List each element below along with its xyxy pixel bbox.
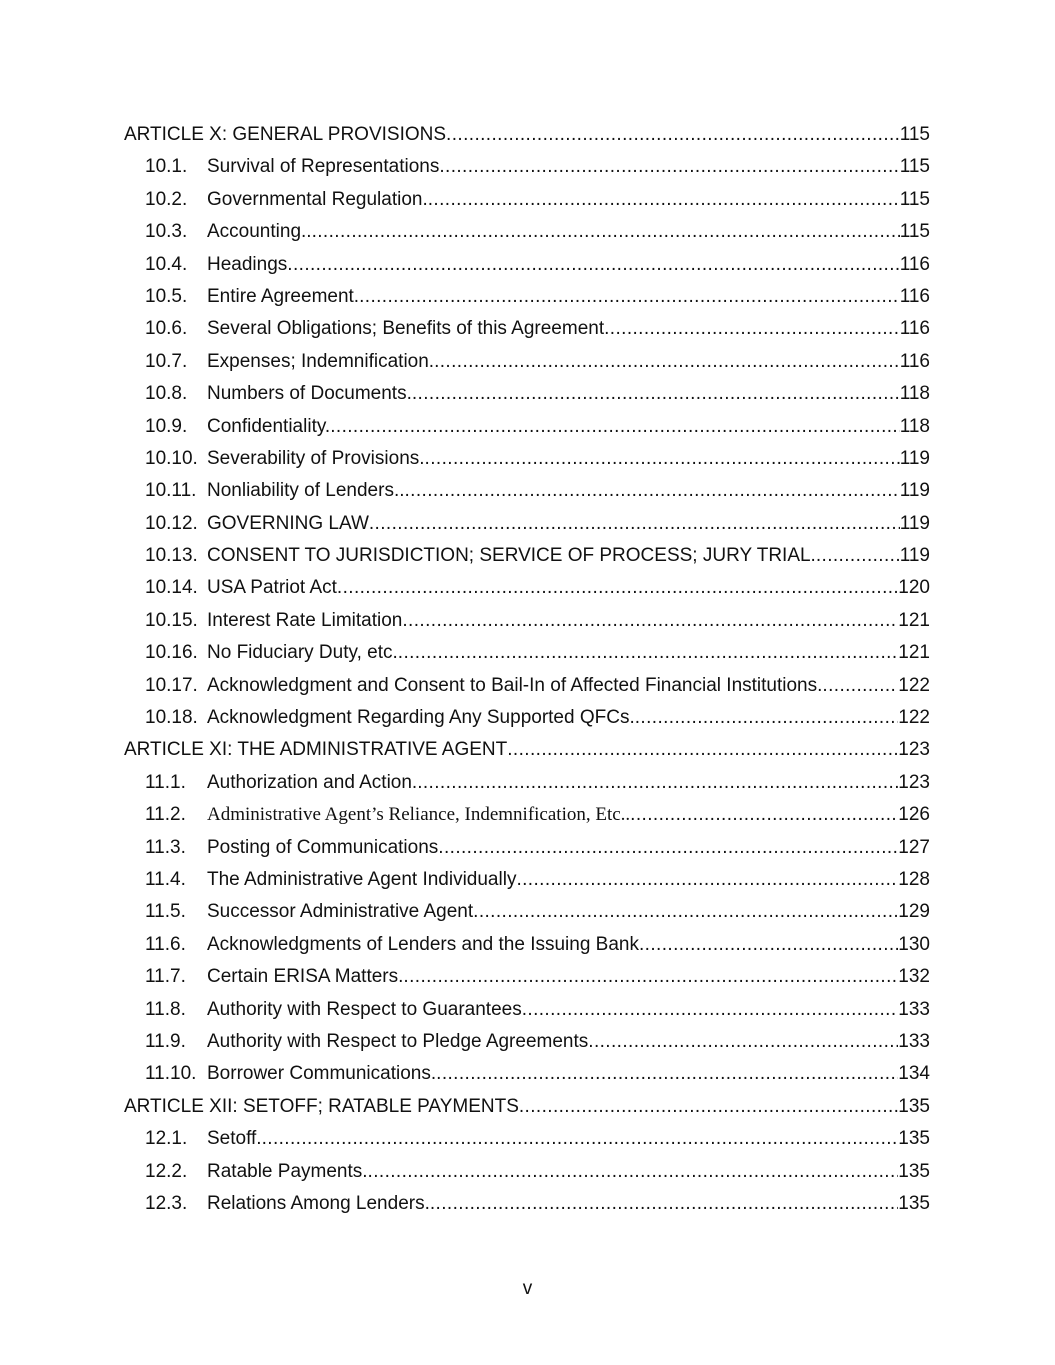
page-number: 126: [898, 804, 930, 826]
toc-entry-line: [145, 1026, 930, 1058]
dot-leader: [417, 767, 898, 799]
section-title: Nonliability of Lenders..: [207, 480, 405, 502]
dot-leader: [369, 508, 900, 540]
toc-entry-line: [145, 1123, 930, 1155]
section-title: Headings: [207, 253, 288, 275]
page-number: 119: [899, 545, 930, 567]
dot-leader: [438, 832, 898, 864]
table-of-contents: [0, 119, 1055, 1220]
toc-entry[interactable]: [0, 572, 1055, 604]
dot-leader: [516, 864, 898, 896]
toc-entry[interactable]: [0, 702, 1055, 734]
section-number: 10.16.: [145, 642, 198, 664]
toc-entry[interactable]: [0, 767, 1055, 799]
section-title: Entire Agreement.: [207, 285, 360, 307]
page-number: 121: [898, 609, 930, 631]
section-number: 10.3.: [145, 221, 188, 243]
section-number: 10.2.: [145, 188, 188, 210]
section-title: CONSENT TO JURISDICTION; SERVICE OF PROCESS; JURY TRIAL.: [207, 545, 816, 567]
section-title: Severability of Provisions.: [207, 447, 425, 469]
section-number: 11.3.: [145, 836, 186, 858]
dot-leader: [436, 1058, 898, 1090]
dot-leader: [430, 1188, 898, 1220]
toc-entry-line: [145, 864, 930, 896]
toc-entry-line: [145, 411, 930, 443]
page-number: 123: [898, 739, 930, 761]
dot-leader: [405, 475, 900, 507]
toc-entry-line: [145, 216, 930, 248]
toc-entry[interactable]: [0, 799, 1055, 831]
section-number: 10.5.: [145, 285, 188, 307]
section-title: Authority with Respect to Pledge Agreements: [207, 1030, 589, 1052]
toc-entry-line: [145, 151, 930, 183]
dot-leader: [630, 799, 898, 831]
page-number: 123: [898, 771, 930, 793]
section-title: Numbers of Documents.: [207, 383, 412, 405]
dot-leader: [446, 119, 900, 151]
section-number: 10.6.: [145, 318, 188, 340]
toc-entry-line: [145, 281, 930, 313]
page-number: 116: [899, 285, 930, 307]
section-title: Certain ERISA Matters.: [207, 966, 404, 988]
toc-entry[interactable]: [0, 1058, 1055, 1090]
section-title: Expenses; Indemnification.: [207, 350, 435, 372]
toc-entry-line: [145, 994, 930, 1026]
toc-entry-line: [145, 799, 930, 831]
section-number: 11.1.: [145, 771, 186, 793]
toc-entry[interactable]: [0, 540, 1055, 572]
dot-leader: [816, 540, 900, 572]
dot-leader: [439, 151, 899, 183]
page-number: 118: [899, 383, 930, 405]
page-number: 122: [898, 707, 930, 729]
section-number: 10.4.: [145, 253, 188, 275]
page-number: 127: [898, 836, 930, 858]
toc-entry[interactable]: [0, 864, 1055, 896]
section-title: Posting of Communications: [207, 836, 439, 858]
toc-entry-line: [145, 605, 930, 637]
dot-leader: [287, 249, 899, 281]
dot-leader: [604, 313, 900, 345]
toc-entry-line: [145, 540, 930, 572]
page-number: 132: [898, 966, 930, 988]
page-number: 115: [899, 221, 930, 243]
section-title: The Administrative Agent Individually: [207, 868, 517, 890]
toc-entry-line: [145, 249, 930, 281]
section-number: 10.15.: [145, 609, 198, 631]
page-number: 122: [898, 674, 930, 696]
toc-entry-line: [145, 475, 930, 507]
toc-entry-line: [145, 637, 930, 669]
page-number: 116: [899, 253, 930, 275]
toc-entry-line: [124, 1091, 930, 1123]
toc-entry[interactable]: [0, 216, 1055, 248]
dot-leader: [588, 1026, 898, 1058]
toc-entry-line: [145, 508, 930, 540]
toc-entry-line: [145, 832, 930, 864]
dot-leader: [519, 1091, 898, 1123]
toc-entry-line: [145, 572, 930, 604]
page-number-footer: v: [522, 1278, 533, 1299]
section-title: No Fiduciary Duty, etc.: [207, 642, 398, 664]
section-title: Acknowledgment Regarding Any Supported QFCs.: [207, 707, 635, 729]
toc-entry-line: [145, 346, 930, 378]
toc-article-heading[interactable]: [0, 119, 1055, 151]
dot-leader: [822, 670, 898, 702]
section-title: Administrative Agent’s Reliance, Indemnification, Etc..: [207, 804, 631, 826]
dot-leader: [398, 637, 899, 669]
toc-entry[interactable]: [0, 961, 1055, 993]
section-title: Confidentiality.: [207, 415, 331, 437]
toc-entry[interactable]: [0, 346, 1055, 378]
dot-leader: [635, 702, 899, 734]
dot-leader: [337, 572, 898, 604]
toc-entry[interactable]: [0, 929, 1055, 961]
toc-entry[interactable]: [0, 281, 1055, 313]
toc-entry[interactable]: [0, 151, 1055, 183]
page-number: 115: [899, 156, 930, 178]
page-number: 135: [898, 1095, 930, 1117]
dot-leader: [425, 443, 900, 475]
toc-entry[interactable]: [0, 508, 1055, 540]
section-number: 10.8.: [145, 383, 188, 405]
page-number: 133: [898, 998, 930, 1020]
dot-leader: [639, 929, 898, 961]
section-number: 10.7.: [145, 350, 188, 372]
toc-entry-line: [145, 896, 930, 928]
toc-entry[interactable]: [0, 637, 1055, 669]
dot-leader: [412, 378, 900, 410]
dot-leader: [428, 184, 900, 216]
section-number: 10.13.: [145, 545, 198, 567]
toc-entry-line: [124, 734, 930, 766]
article-title: ARTICLE XI: THE ADMINISTRATIVE AGENT: [124, 739, 508, 761]
dot-leader: [330, 411, 899, 443]
page-number: 135: [898, 1160, 930, 1182]
section-number: 11.10.: [145, 1063, 197, 1085]
dot-leader: [368, 1156, 899, 1188]
toc-entry[interactable]: [0, 1156, 1055, 1188]
section-number: 10.12.: [145, 512, 198, 534]
toc-entry-line: [145, 702, 930, 734]
dot-leader: [434, 346, 900, 378]
toc-entry[interactable]: [0, 605, 1055, 637]
page-number: 134: [898, 1063, 930, 1085]
toc-entry[interactable]: [0, 475, 1055, 507]
toc-entry-line: [145, 929, 930, 961]
section-title: Authorization and Action.: [207, 771, 418, 793]
toc-entry[interactable]: [0, 411, 1055, 443]
toc-entry[interactable]: [0, 313, 1055, 345]
page-number: 135: [898, 1128, 930, 1150]
toc-entry-line: [124, 119, 930, 151]
dot-leader: [312, 216, 900, 248]
page-number: 128: [898, 868, 930, 890]
section-title: Interest Rate Limitation: [207, 609, 403, 631]
section-number: 10.11.: [145, 480, 197, 502]
section-number: 11.4.: [145, 868, 186, 890]
section-title: GOVERNING LAW: [207, 512, 369, 534]
page-number: 119: [899, 480, 930, 502]
dot-leader: [359, 281, 900, 313]
section-number: 10.17.: [145, 674, 198, 696]
article-title: ARTICLE X: GENERAL PROVISIONS: [124, 124, 447, 145]
page-number: 119: [899, 447, 930, 469]
page-number: 115: [899, 188, 930, 210]
toc-entry-line: [145, 1188, 930, 1220]
section-number: 10.1.: [145, 156, 188, 178]
toc-entry[interactable]: [0, 670, 1055, 702]
section-number: 11.7.: [145, 966, 186, 988]
section-number: 10.10.: [145, 447, 198, 469]
dot-leader: [262, 1123, 899, 1155]
dot-leader: [507, 734, 898, 766]
page-number: 119: [899, 512, 930, 534]
section-title: Governmental Regulation.: [207, 188, 428, 210]
page-number: 115: [899, 124, 930, 145]
page-number: 120: [898, 577, 930, 599]
section-title: Acknowledgments of Lenders and the Issuing Bank: [207, 933, 639, 955]
section-title: Successor Administrative Agent: [207, 901, 474, 923]
section-title: Ratable Payments.: [207, 1160, 368, 1182]
page-number: 129: [898, 901, 930, 923]
section-number: 11.6.: [145, 933, 186, 955]
section-title: Authority with Respect to Guarantees: [207, 998, 522, 1020]
page-number: 135: [898, 1192, 930, 1214]
toc-entry[interactable]: [0, 378, 1055, 410]
toc-entry-line: [145, 313, 930, 345]
section-title: Setoff.: [207, 1128, 262, 1150]
section-title: USA Patriot Act: [207, 577, 337, 599]
toc-entry-line: [145, 443, 930, 475]
section-title: Accounting..: [207, 221, 312, 243]
article-title: ARTICLE XII: SETOFF; RATABLE PAYMENTS: [124, 1095, 519, 1117]
section-title: Acknowledgment and Consent to Bail-In of Affected Financial Institutions.: [207, 674, 823, 696]
dot-leader: [522, 994, 899, 1026]
section-number: 12.2.: [145, 1160, 188, 1182]
page-number: 116: [899, 318, 930, 340]
toc-entry[interactable]: [0, 184, 1055, 216]
page-number: 130: [898, 933, 930, 955]
dot-leader: [403, 961, 898, 993]
section-number: 11.8.: [145, 998, 186, 1020]
section-number: 10.18.: [145, 707, 198, 729]
toc-entry-line: [145, 961, 930, 993]
section-number: 10.14.: [145, 577, 198, 599]
dot-leader: [473, 896, 898, 928]
toc-entry[interactable]: [0, 1123, 1055, 1155]
dot-leader: [402, 605, 898, 637]
section-number: 10.9.: [145, 415, 188, 437]
page-number: 133: [898, 1030, 930, 1052]
toc-entry-line: [145, 767, 930, 799]
toc-entry[interactable]: [0, 994, 1055, 1026]
section-number: 11.2.: [145, 804, 186, 826]
toc-entry-line: [145, 1156, 930, 1188]
section-number: 11.5.: [145, 901, 186, 923]
toc-entry-line: [145, 184, 930, 216]
toc-article-heading[interactable]: [0, 734, 1055, 766]
section-number: 12.1.: [145, 1128, 188, 1150]
page-number: 121: [898, 642, 930, 664]
section-title: Survival of Representations: [207, 156, 440, 178]
toc-entry[interactable]: [0, 249, 1055, 281]
section-title: Relations Among Lenders.: [207, 1192, 430, 1214]
page-number: 116: [899, 350, 930, 372]
toc-entry[interactable]: [0, 1188, 1055, 1220]
section-title: Several Obligations; Benefits of this Agreement: [207, 318, 605, 340]
section-number: 11.9.: [145, 1030, 186, 1052]
section-title: Borrower Communications.: [207, 1063, 437, 1085]
toc-entry[interactable]: [0, 443, 1055, 475]
toc-entry[interactable]: [0, 896, 1055, 928]
toc-entry-line: [145, 1058, 930, 1090]
toc-entry-line: [145, 670, 930, 702]
toc-entry[interactable]: [0, 832, 1055, 864]
section-number: 12.3.: [145, 1192, 188, 1214]
toc-entry-line: [145, 378, 930, 410]
page-number: 118: [899, 415, 930, 437]
toc-article-heading[interactable]: [0, 1091, 1055, 1123]
toc-entry[interactable]: [0, 1026, 1055, 1058]
